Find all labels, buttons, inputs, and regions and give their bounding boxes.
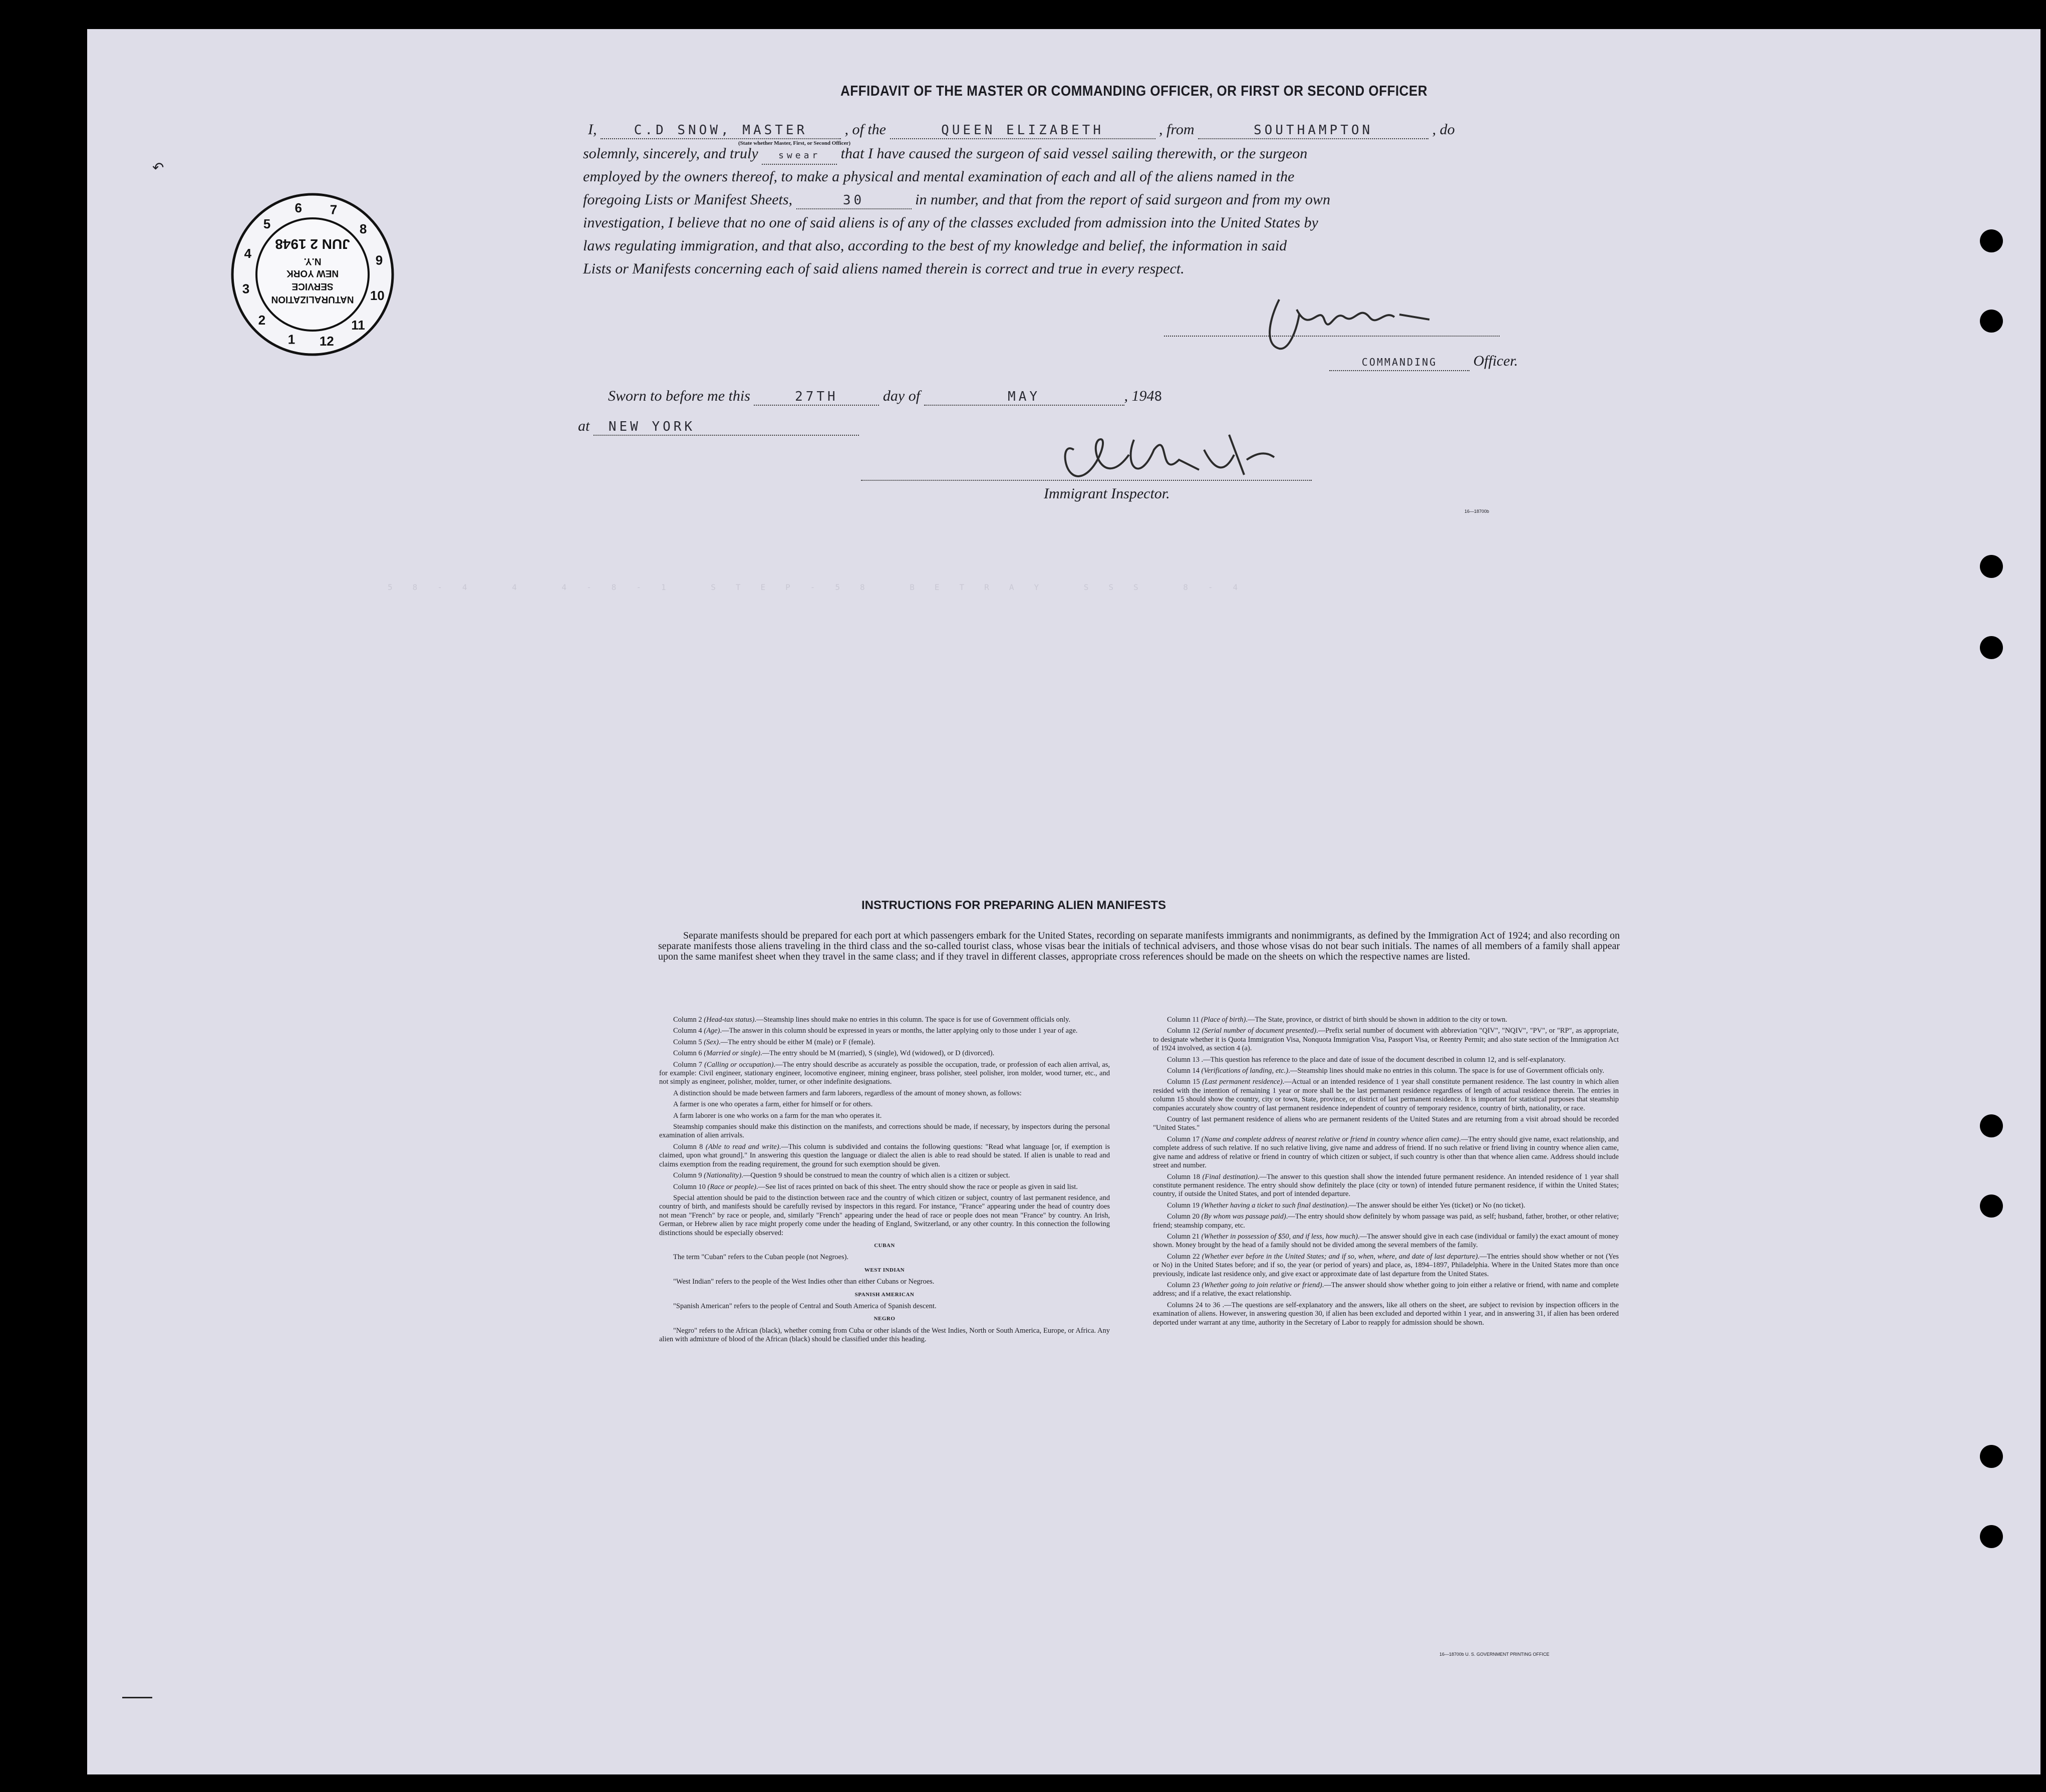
column-topic: (Nationality) xyxy=(704,1171,742,1180)
instruction-text: .—The entry should be either M (male) or F (female). xyxy=(719,1038,875,1046)
instruction-paragraph xyxy=(1153,1213,1619,1230)
column-label: Column 22 xyxy=(1167,1252,1202,1261)
year-prefix: , 194 xyxy=(1124,388,1154,404)
column-label: Column 23 xyxy=(1167,1281,1202,1289)
column-label: Column 2 xyxy=(673,1016,704,1024)
inspector-label: Immigrant Inspector. xyxy=(1044,485,1170,502)
instruction-paragraph xyxy=(1153,1233,1619,1250)
instruction-text: Steamship companies should make this distinction on the manifests, and corrections should be made, if necessary, by inspectors during the personal examination of alien arrivals. xyxy=(659,1123,1110,1140)
instructions-left-column xyxy=(659,1016,1110,1347)
column-topic: (Whether going to join relative or friend) xyxy=(1202,1281,1322,1289)
stamp-graphic xyxy=(227,189,398,360)
column-label: Column 19 xyxy=(1167,1201,1202,1210)
line2-pre: solemnly, sincerely, and truly xyxy=(583,145,758,162)
instruction-paragraph xyxy=(1153,1202,1619,1210)
column-label: Column 9 xyxy=(673,1171,704,1180)
instruction-text: .—The entry should describe as accurately as possible the occupation, trade, or profession of each alien arrival, as, for example: Civil engineer, stationary engineer, locomotive engineer, mining engineer, brass polisher, steel polisher, iron molder, wood turner, etc., and not simply as engineer, polisher, molder, turner, or other indefinite designations. xyxy=(659,1060,1110,1086)
officer-label: Officer. xyxy=(1473,353,1518,369)
column-label: Column 4 xyxy=(673,1027,704,1035)
section-heading: WEST INDIAN xyxy=(864,1267,905,1273)
instruction-text: .—Question 9 should be construed to mean the country of which alien is a citizen or subject. xyxy=(741,1171,1010,1180)
instruction-paragraph xyxy=(659,1194,1110,1238)
column-topic: (Head-tax status) xyxy=(704,1016,755,1024)
column-label: Column 12 xyxy=(1167,1027,1202,1035)
stamp-number: 5 xyxy=(263,216,271,231)
instruction-text: .—Actual or an intended residence of 1 year shall constitute permanent residence. The last country in which alien resided with the intention of remaining 1 year or more shall be the last permanent residence regardless of length of actual residence therein. The entries in column 15 should show the country, city or town, State, province, or district of last permanent residence. It is important for statistical purposes that steamship companies accurately show country of last permanent residence independent of country of temporary residence, country of birth, nationality, or race. xyxy=(1153,1078,1619,1112)
rank-note: (State whether Master, First, or Second Officer) xyxy=(738,140,851,146)
punch-hole xyxy=(1980,1194,2003,1218)
affidavit-line-1 xyxy=(588,118,1455,141)
instruction-text: .—The State, province, or district of birth should be shown in addition to the city or town. xyxy=(1246,1016,1508,1024)
instruction-text: .—The entry should give name, exact relationship, and complete address of such relative. If no such relative living, give name and address of friend. If no such relative or friend living in country whence alien came, give name and address of relative or friend in country of which citizen or subject, if such country is other than that whence alien came. Address should include street and number. xyxy=(1153,1135,1619,1170)
column-topic: (Whether ever before in the United States; and if so, when, where, and date of last departure) xyxy=(1202,1252,1478,1261)
instruction-paragraph xyxy=(1153,1067,1619,1075)
column-topic: (Married or single) xyxy=(704,1049,760,1058)
column-label: Column 8 xyxy=(673,1142,706,1151)
instruction-text: .—This column is subdivided and contains the following questions: "Read what language [or, if exemption is claimed, upon what ground]." In answering this question the language or dialect the alien is able to read should be stated. If alien is unable to read and claims exemption from the reading requirement, the ground for such exemption should be given. xyxy=(659,1142,1110,1168)
oath-word-field: swear xyxy=(762,148,837,165)
instruction-text: Country of last permanent residence of aliens who are permanent residents of the United States and are returning from a visit abroad should be recorded "United States." xyxy=(1153,1115,1619,1132)
column-label: Column 7 xyxy=(673,1060,705,1069)
instruction-text: .—The entry should show definitely by whom passage was paid, as self; husband, father, brother, or other relative; friend; steamship company, etc. xyxy=(1153,1213,1619,1230)
column-topic: (Final destination) xyxy=(1202,1172,1258,1181)
instruction-text: A distinction should be made between farmers and farm laborers, regardless of the amount of money shown, as follows: xyxy=(673,1089,1022,1097)
column-label: Column 17 xyxy=(1167,1135,1202,1143)
officer-rank-field: COMMANDING xyxy=(1329,354,1470,371)
bleed-through-text: 58-4 4 4-8-1 STEP-58 BETRAY SSS 8-4 xyxy=(388,582,1258,592)
column-label: Column 13 xyxy=(1167,1055,1202,1064)
instruction-text: .—The answer should show whether going to join either a relative or friend, with name and complete address; and if a relative, the exact relationship. xyxy=(1153,1281,1619,1298)
affidavit-title: AFFIDAVIT OF THE MASTER OR COMMANDING OFFICER, OR FIRST OR SECOND OFFICER xyxy=(840,83,1428,99)
punch-hole xyxy=(1980,1525,2003,1548)
instruction-text: .—The entry should be M (married), S (single), Wd (widowed), or D (divorced). xyxy=(760,1049,995,1058)
sworn-line xyxy=(608,385,1165,408)
instruction-text: .—The answer should be either Yes (ticket) or No (no ticket). xyxy=(1347,1201,1526,1210)
instruction-text: .—The questions are self-explanatory and the answers, like all others on the sheet, are subject to revision by inspection officers in the examination of aliens. However, in answering question 30, if alien has been excluded and deported within 1 year, and in answering 31, if alien has been ordered deported under warrant at any time, authority in the Secretary of Labor to reapply for admission should be shown. xyxy=(1153,1301,1619,1327)
stamp-number: 3 xyxy=(242,281,250,296)
punch-hole xyxy=(1980,1114,2003,1137)
instruction-paragraph xyxy=(659,1171,1110,1180)
sheet-count-field: 30 xyxy=(796,192,912,209)
stamp-date: JUN 2 1948 xyxy=(275,236,350,252)
day-of-text: day of xyxy=(883,388,921,404)
column-topic: (Sex) xyxy=(704,1038,719,1046)
stamp-number: 1 xyxy=(287,332,296,347)
printing-office-footer: 16—18700b U. S. GOVERNMENT PRINTING OFFICE xyxy=(1439,1652,1550,1657)
stamp-line-3: NEW YORK xyxy=(286,268,339,278)
instruction-text: Special attention should be paid to the distinction between race and the country of which citizen or subject, country of last permanent residence, and country of birth, and manifests should be carefully revised by inspectors in this regard. For instance, "France" appearing under the head of country does not mean "French" by race or people, and, similarly "French" appearing under the head of race or people does not mean "France" by country. An Irish, German, or Hebrew alien by race might properly come under the heading of England, Switzerland, or any other country. In this connection the following distinctions should be especially observed: xyxy=(659,1193,1110,1237)
column-label: Column 5 xyxy=(673,1038,704,1046)
instruction-text: "Negro" refers to the African (black), whether coming from Cuba or other islands of the West Indies, North or South America, Europe, or Africa. Any alien with admixture of blood of the African (black) should be classified under this heading. xyxy=(659,1326,1110,1344)
of-the-text: , of the xyxy=(844,121,886,138)
punch-hole xyxy=(1980,310,2003,333)
section-heading: SPANISH AMERICAN xyxy=(854,1291,915,1298)
margin-mark: ↶ xyxy=(152,160,164,176)
instruction-paragraph xyxy=(1153,1173,1619,1199)
column-topic: (Age) xyxy=(704,1027,720,1035)
officer-signature-line xyxy=(1164,336,1500,337)
instruction-text: A farmer is one who operates a farm, either for himself or for others. xyxy=(673,1100,873,1109)
sworn-day-field: 27TH xyxy=(754,389,879,406)
instruction-text: "West Indian" refers to the people of the West Indies other than either Cubans or Negroes. xyxy=(673,1278,935,1286)
stamp-number: 2 xyxy=(258,313,266,328)
instructions-intro: Separate manifests should be prepared for each port at which passengers embark for the United States, recording on separate manifests immigrants and nonimmigrants, as defined by the Immigration Act of 1924; and also recording on separate manifests those aliens traveling in the third class and the so-called tourist class, whose visas bear the initials of technical advisers, and those whose visas do not bear such initials. The names of all members of a family shall appear upon the same manifest sheet when they travel in the same class; and if they travel in different classes, appropriate cross references should be made on the sheets on which the respective names are listed. xyxy=(658,930,1620,962)
column-topic: (Calling or occupation) xyxy=(704,1060,774,1069)
at-text: at xyxy=(578,418,590,434)
affidavit-line-6: laws regulating immigration, and that also, according to the best of my knowledge and belief, the information in said xyxy=(583,237,1287,254)
officer-title xyxy=(1329,350,1518,373)
stamp-number: 8 xyxy=(359,221,367,236)
line2-post: that I have caused the surgeon of said vessel sailing therewith, or the surgeon xyxy=(840,145,1308,162)
column-topic: (Last permanent residence) xyxy=(1202,1078,1283,1086)
instruction-paragraph xyxy=(659,1027,1110,1035)
affidavit-i: I, xyxy=(588,121,597,138)
instruction-paragraph xyxy=(1153,1301,1619,1327)
master-name-field: C.D SNOW, MASTER xyxy=(601,122,841,139)
column-topic: (Race or people) xyxy=(707,1182,756,1191)
section-heading: CUBAN xyxy=(874,1242,895,1249)
instruction-paragraph xyxy=(1153,1056,1619,1064)
instructions-title: INSTRUCTIONS FOR PREPARING ALIEN MANIFESTS xyxy=(861,899,1166,912)
column-label: Columns 24 to 36 xyxy=(1167,1301,1223,1309)
sworn-place-field: NEW YORK xyxy=(594,419,859,436)
stamp-line-2: SERVICE xyxy=(291,281,334,291)
punch-hole xyxy=(1980,229,2003,252)
instruction-text: .—Steamship lines should make no entries in this column. The space is for use of Government officials only. xyxy=(754,1016,1071,1024)
column-topic: (By whom was passage paid) xyxy=(1201,1213,1286,1221)
instruction-text: .—The answer to this question shall show the intended future permanent residence. An intended residence of 1 year shall constitute permanent residence. The entry should show definitely the place (city or town) of intended future permanent residence, if within the United States; country, if outside the United States, and port of intended departure. xyxy=(1153,1172,1619,1199)
section-heading: NEGRO xyxy=(873,1316,896,1322)
instruction-paragraph xyxy=(659,1183,1110,1191)
instruction-text: .—See list of races printed on back of this sheet. The entry should show the race or people as given in said list. xyxy=(756,1182,1078,1191)
year-suffix-field: 8 xyxy=(1154,389,1165,404)
column-label: Column 21 xyxy=(1167,1232,1202,1241)
column-label: Column 15 xyxy=(1167,1078,1203,1086)
instruction-text: .—Steamship lines should make no entries in this column. The space is for use of Government officials only. xyxy=(1288,1067,1604,1075)
instruction-paragraph xyxy=(1153,1016,1619,1024)
column-topic: (Name and complete address of nearest relative or friend in country whence alien came) xyxy=(1201,1135,1459,1143)
affidavit-line-2 xyxy=(583,142,1307,165)
instruction-text: .—Prefix serial number of document with abbreviation "QIV", "NQIV", "PV", or "RP", as appropriate, to designate whether it is Quota Immigration Visa, Nonquota Immigration Visa, Passport Visa, or Reentry Permit; and also state section of the Immigration Act of 1924 involved, as section 4 (a). xyxy=(1153,1027,1619,1053)
ship-name-field: QUEEN ELIZABETH xyxy=(890,122,1155,139)
instruction-paragraph xyxy=(659,1112,1110,1120)
column-label: Column 10 xyxy=(673,1182,708,1191)
instruction-paragraph xyxy=(659,1100,1110,1109)
instructions-right-column xyxy=(1153,1016,1619,1330)
sworn-place-line xyxy=(578,415,859,438)
instruction-paragraph xyxy=(659,1038,1110,1047)
column-label: Column 14 xyxy=(1167,1067,1202,1075)
instruction-text: A farm laborer is one who works on a farm for the man who operates it. xyxy=(673,1111,882,1120)
form-number: 16—18700b xyxy=(1465,509,1490,514)
instruction-paragraph xyxy=(659,1049,1110,1058)
stamp-line-4: N.Y. xyxy=(304,256,322,266)
instruction-paragraph xyxy=(1153,1135,1619,1170)
instruction-text: .—The answer in this column should be expressed in years or months, the latter applying only to those under 1 year of age. xyxy=(720,1027,1078,1035)
instruction-paragraph xyxy=(1153,1115,1619,1133)
column-label: Column 20 xyxy=(1167,1213,1202,1221)
stamp-number: 4 xyxy=(244,246,251,261)
column-label: Column 18 xyxy=(1167,1172,1203,1181)
line4-pre: foregoing Lists or Manifest Sheets, xyxy=(583,191,793,208)
master-signature xyxy=(1249,289,1510,355)
margin-dash xyxy=(122,1697,152,1698)
instruction-paragraph xyxy=(659,1278,1110,1286)
instruction-paragraph xyxy=(659,1302,1110,1311)
instruction-text: .—The entries should show whether or not (Yes or No) in the United States before; and if so, the year (or period of years) and place, as, 1894–1897, Philadelphia. Where in the United States more than once previously, indicate last residence only, and give exact or approximate date of last departure from the United States. xyxy=(1153,1252,1619,1278)
instruction-paragraph xyxy=(659,1061,1110,1087)
sworn-pre: Sworn to before me this xyxy=(608,388,750,404)
affidavit-line-7: Lists or Manifests concerning each of said aliens named therein is correct and true in every respect. xyxy=(583,260,1185,277)
port-field: SOUTHAMPTON xyxy=(1198,122,1428,139)
document-page xyxy=(87,29,2040,1774)
stamp-number: 6 xyxy=(295,200,302,215)
column-label: Column 11 xyxy=(1167,1016,1201,1024)
column-topic: (Verifications of landing, etc.) xyxy=(1201,1067,1289,1075)
instruction-text: .—This question has reference to the place and date of issue of the document described in column 12, and is self-explanatory. xyxy=(1201,1055,1566,1064)
instruction-paragraph xyxy=(1153,1281,1619,1299)
column-label: Column 6 xyxy=(673,1049,704,1058)
punch-hole xyxy=(1980,1445,2003,1468)
inspector-signature-line xyxy=(861,480,1312,481)
naturalization-stamp xyxy=(227,189,398,360)
line4-post: in number, and that from the report of said surgeon and from my own xyxy=(915,191,1330,208)
instruction-paragraph xyxy=(659,1253,1110,1262)
punch-hole xyxy=(1980,636,2003,659)
instruction-paragraph xyxy=(1153,1027,1619,1053)
do-text: , do xyxy=(1432,121,1455,138)
instruction-paragraph xyxy=(659,1143,1110,1169)
stamp-number: 7 xyxy=(330,202,338,217)
instruction-text: .—The answer should give in each case (individual or family) the exact amount of money shown. Money brought by the head of a family should not be divided among the several members of the family. xyxy=(1153,1232,1619,1250)
affidavit-line-4 xyxy=(583,188,1330,211)
affidavit-line-5: investigation, I believe that no one of said aliens is of any of the classes excluded from admission into the United States by xyxy=(583,214,1318,231)
column-topic: (Place of birth) xyxy=(1201,1016,1246,1024)
column-topic: (Able to read and write) xyxy=(705,1142,779,1151)
column-topic: (Serial number of document presented) xyxy=(1202,1027,1316,1035)
from-text: , from xyxy=(1159,121,1195,138)
instruction-paragraph xyxy=(659,1327,1110,1344)
column-topic: (Whether having a ticket to such final destination) xyxy=(1201,1201,1347,1210)
instruction-text: The term "Cuban" refers to the Cuban people (not Negroes). xyxy=(673,1253,849,1262)
stamp-number: 9 xyxy=(375,252,383,268)
instruction-paragraph xyxy=(1153,1078,1619,1113)
instruction-paragraph xyxy=(1153,1253,1619,1279)
column-topic: (Whether in possession of $50, and if less, how much) xyxy=(1201,1232,1358,1241)
instruction-paragraph xyxy=(659,1123,1110,1140)
instruction-paragraph xyxy=(659,1089,1110,1098)
stamp-line-1: NATURALIZATION xyxy=(271,294,354,305)
punch-hole xyxy=(1980,555,2003,578)
stamp-number: 10 xyxy=(370,288,385,303)
stamp-number: 11 xyxy=(351,318,365,333)
stamp-number: 12 xyxy=(319,334,334,349)
sworn-month-field: MAY xyxy=(924,389,1124,406)
instruction-text: "Spanish American" refers to the people of Central and South America of Spanish descent. xyxy=(673,1302,937,1310)
instruction-paragraph xyxy=(659,1016,1110,1024)
affidavit-line-3: employed by the owners thereof, to make a physical and mental examination of each and all of the aliens named in the xyxy=(583,168,1295,185)
